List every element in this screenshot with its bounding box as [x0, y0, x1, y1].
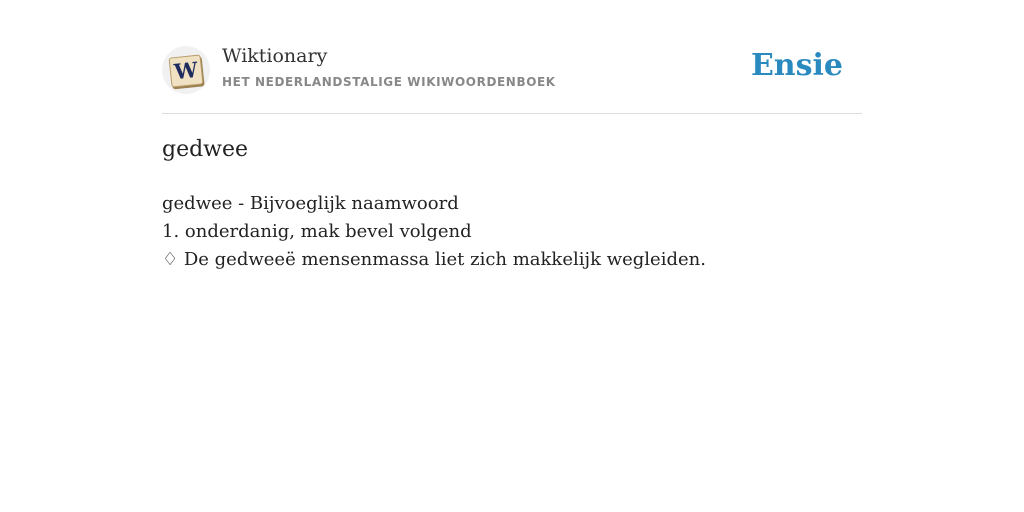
definition-block — [162, 190, 706, 274]
logo-tile: W — [169, 54, 204, 87]
site-subtitle: HET NEDERLANDSTALIGE WIKIWOORDENBOEK — [222, 75, 556, 89]
wiktionary-logo-icon[interactable] — [162, 46, 210, 94]
site-title[interactable]: Wiktionary — [222, 45, 328, 67]
definition-line-meaning: 1. onderdanig, mak bevel volgend — [162, 221, 472, 242]
definition-line-example: ♢ De gedweeë mensenmassa liet zich makkelijk wegleiden. — [162, 249, 706, 270]
site-header — [162, 0, 862, 114]
page-title: gedwee — [162, 137, 249, 162]
page-container — [162, 0, 862, 270]
ensie-logo-link[interactable]: Ensie — [750, 48, 843, 83]
definition-line-word-class: gedwee - Bijvoeglijk naamwoord — [162, 193, 459, 214]
